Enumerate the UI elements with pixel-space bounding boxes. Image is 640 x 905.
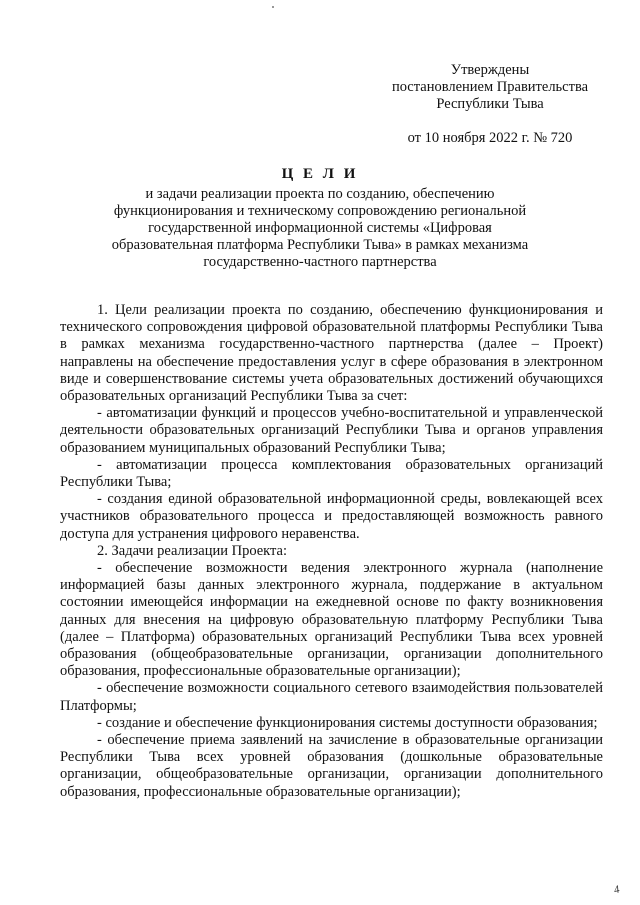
title-heading: Ц Е Л И — [281, 166, 359, 182]
paragraph: 2. Задачи реализации Проекта: — [97, 542, 288, 559]
paragraph: - автоматизации функций и процессов учебно-воспитательной и управленческой деятельности образовательных организаций Республики Тыва и органов управления образованием муниципальных образований Республики Тыва; — [60, 405, 603, 456]
approval-line-1: Утверждены — [450, 62, 530, 78]
paragraph: - автоматизации процесса комплектования образовательных организаций Республики Тыва; — [60, 456, 603, 491]
document-title — [110, 166, 530, 271]
paragraph: - создания единой образовательной информационной среды, вовлекающей всех участников образовательного процесса и предоставляющей возможность равного доступа для устранения цифрового неравенства. — [60, 491, 603, 542]
document-body — [60, 302, 603, 801]
title-subtitle: и задачи реализации проекта по созданию, обеспечению функционирования и техническому сопровождению региональной государственной информационной системы «Цифровая образовательная платформа Республики Тыва» в рамках механизма государственно-частного партнерства — [111, 186, 529, 270]
paragraph: - обеспечение приема заявлений на зачисление в образовательные организации Республики Тыва всех уровней образования (дошкольные образовательные организации, общеобразовательные организации, организации дополнительного образования, профессиональные образовательные организации); — [60, 732, 603, 800]
paragraph: - обеспечение возможности ведения электронного журнала (наполнение информацией базы данных электронного журнала, поддержание в актуальном состоянии имеющейся информации на ежедневной основе по факту возникновения данных для внесения на цифровую образовательную платформу Республики Тыва (далее – Платформа) образовательных организаций Республики Тыва всех уровней образования (общеобразовательные организации, организации дополнительного образования, профессиональные образовательные организации); — [60, 560, 603, 680]
paragraph: - создание и обеспечение функционирования системы доступности образования; — [97, 714, 598, 731]
approval-line-3: Республики Тыва — [436, 96, 544, 112]
approval-stamp — [380, 62, 600, 147]
paragraph: - обеспечение возможности социального сетевого взаимодействия пользователей Платформы; — [60, 680, 603, 714]
paragraph: 1. Цели реализации проекта по созданию, обеспечению функционирования и технического сопровождения цифровой образовательной платформы Республики Тыва в рамках механизма государственно-частного партнерства (далее – Проект) направлены на обеспечение предоставления услуг в сфере образования в электронном виде и совершенствование системы учета образовательных достижений обучающихся образовательных организаций Республики Тыва за счет: — [60, 302, 603, 405]
approval-date: от 10 ноября 2022 г. № 720 — [407, 130, 573, 146]
handwritten-page-number: 4 — [612, 883, 621, 897]
scan-speck — [272, 6, 274, 8]
approval-line-2: постановлением Правительства — [391, 79, 589, 95]
